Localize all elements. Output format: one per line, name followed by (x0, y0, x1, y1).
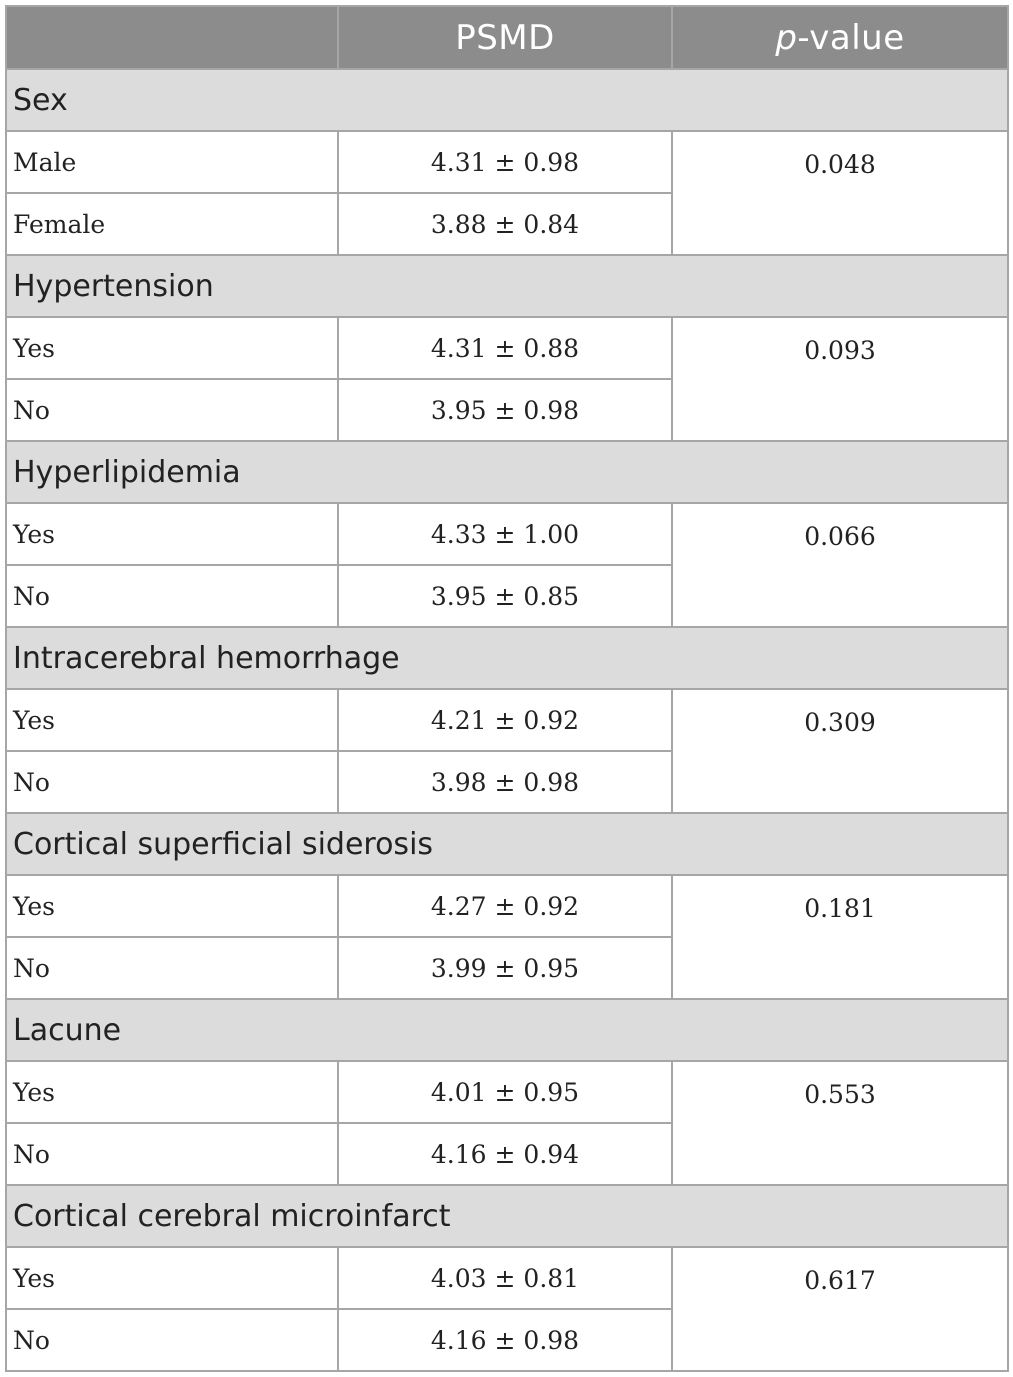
row-label: No (6, 1123, 338, 1185)
row-label: Yes (6, 689, 338, 751)
header-variable-cell (6, 6, 338, 69)
row-label: Female (6, 193, 338, 255)
psmd-value: 4.31 ± 0.98 (338, 131, 672, 193)
row-label: Yes (6, 503, 338, 565)
row-label: No (6, 751, 338, 813)
group-title: Sex (6, 69, 1008, 131)
psmd-value: 3.88 ± 0.84 (338, 193, 672, 255)
group-row (6, 813, 1008, 875)
table-row (6, 1061, 1008, 1123)
p-value: 0.048 (672, 131, 1008, 255)
p-value: 0.309 (672, 689, 1008, 813)
row-label: Male (6, 131, 338, 193)
table-row (6, 689, 1008, 751)
psmd-value: 3.98 ± 0.98 (338, 751, 672, 813)
group-row (6, 441, 1008, 503)
row-label: Yes (6, 875, 338, 937)
psmd-value: 4.27 ± 0.92 (338, 875, 672, 937)
p-value: 0.617 (672, 1247, 1008, 1371)
group-title: Cortical cerebral microinfarct (6, 1185, 1008, 1247)
row-label: Yes (6, 1061, 338, 1123)
group-row (6, 1185, 1008, 1247)
header-p-rest: -value (797, 17, 905, 58)
header-p-italic: p (775, 17, 798, 58)
group-row (6, 69, 1008, 131)
p-value: 0.066 (672, 503, 1008, 627)
table-row (6, 503, 1008, 565)
psmd-value: 4.03 ± 0.81 (338, 1247, 672, 1309)
p-value: 0.093 (672, 317, 1008, 441)
row-label: Yes (6, 1247, 338, 1309)
row-label: Yes (6, 317, 338, 379)
p-value: 0.553 (672, 1061, 1008, 1185)
table-row (6, 131, 1008, 193)
header-p-value-cell (672, 6, 1008, 69)
table-body (6, 6, 1008, 1371)
group-title: Cortical superficial siderosis (6, 813, 1008, 875)
group-row (6, 627, 1008, 689)
psmd-value: 4.33 ± 1.00 (338, 503, 672, 565)
row-label: No (6, 1309, 338, 1371)
header-row (6, 6, 1008, 69)
psmd-value: 4.21 ± 0.92 (338, 689, 672, 751)
group-row (6, 255, 1008, 317)
row-label: No (6, 937, 338, 999)
header-psmd-cell: PSMD (338, 6, 672, 69)
psmd-value: 3.99 ± 0.95 (338, 937, 672, 999)
psmd-value: 3.95 ± 0.98 (338, 379, 672, 441)
psmd-value: 4.16 ± 0.98 (338, 1309, 672, 1371)
psmd-value: 4.01 ± 0.95 (338, 1061, 672, 1123)
group-title: Hypertension (6, 255, 1008, 317)
group-title: Intracerebral hemorrhage (6, 627, 1008, 689)
psmd-value: 4.31 ± 0.88 (338, 317, 672, 379)
psmd-value: 3.95 ± 0.85 (338, 565, 672, 627)
psmd-value: 4.16 ± 0.94 (338, 1123, 672, 1185)
p-value: 0.181 (672, 875, 1008, 999)
table-row (6, 875, 1008, 937)
group-title: Lacune (6, 999, 1008, 1061)
table-row (6, 317, 1008, 379)
row-label: No (6, 379, 338, 441)
group-row (6, 999, 1008, 1061)
psmd-table (5, 5, 1009, 1372)
row-label: No (6, 565, 338, 627)
table-row (6, 1247, 1008, 1309)
group-title: Hyperlipidemia (6, 441, 1008, 503)
